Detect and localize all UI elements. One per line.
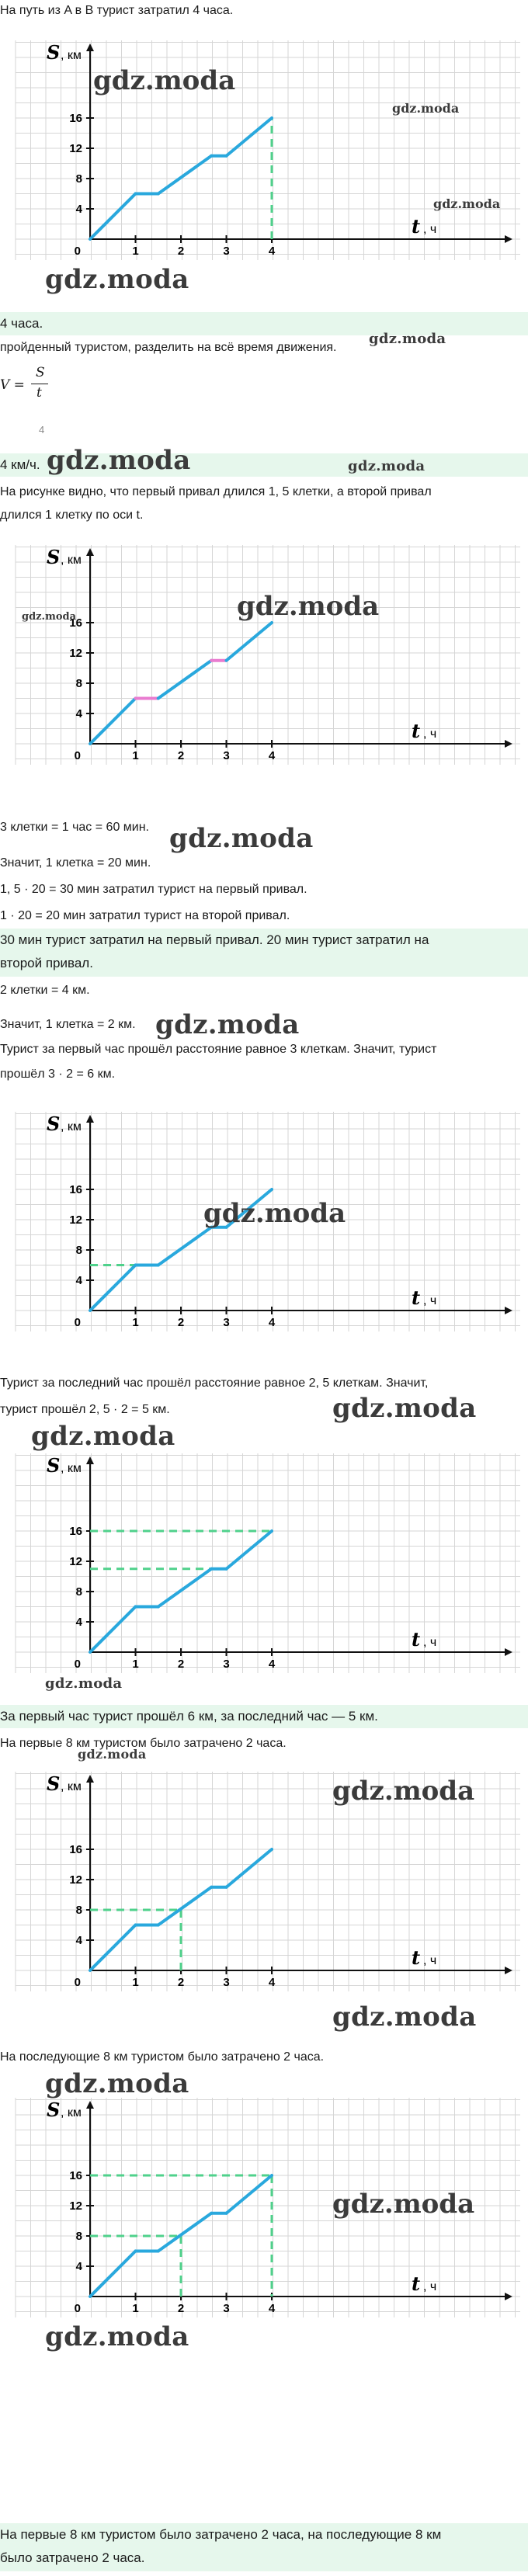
watermark: gdz.moda xyxy=(78,1747,147,1762)
watermark: gdz.moda xyxy=(22,611,77,623)
x-tick-label: 2 xyxy=(177,749,185,762)
watermark: gdz.moda xyxy=(155,1009,300,1040)
motion-segment xyxy=(158,1569,211,1607)
text-cell-km: Значит, 1 клетка = 2 км. xyxy=(0,1018,136,1031)
y-tick-label: 4 xyxy=(75,203,82,216)
y-axis-arrow xyxy=(86,1775,94,1783)
motion-segment xyxy=(90,699,136,745)
y-axis-arrow xyxy=(86,1115,94,1123)
x-axis-arrow xyxy=(505,1648,512,1656)
grid xyxy=(16,1453,520,1673)
y-axis-label: S xyxy=(47,1772,61,1795)
highlight-answer-rests: 30 мин турист затратил на первый привал. 20 мин турист затратил на второй привал. xyxy=(0,929,528,977)
watermark: gdz.moda xyxy=(31,1421,175,1452)
watermark: gdz.moda xyxy=(45,264,189,295)
x-tick-label: 3 xyxy=(223,1658,230,1671)
x-tick-label: 4 xyxy=(268,2302,276,2315)
text-speed-def: пройденный туристом, разделить на всё время движения. xyxy=(0,341,337,354)
y-axis-label: S xyxy=(47,1454,61,1477)
y-tick-label: 12 xyxy=(69,2199,82,2213)
y-axis-unit: , км xyxy=(61,1780,82,1793)
text-intro: На путь из A в B турист затратил 4 часа. xyxy=(0,4,234,17)
x-axis-unit: , ч xyxy=(423,727,437,741)
y-tick-label: 16 xyxy=(69,2169,82,2182)
y-tick-label: 4 xyxy=(75,1934,82,1947)
motion-segment xyxy=(227,1531,273,1569)
x-tick-label: 1 xyxy=(132,2302,139,2315)
formula-speed: V = S t xyxy=(0,365,155,408)
y-axis-label: S xyxy=(47,546,61,568)
y-axis-arrow xyxy=(86,43,94,51)
y-axis-unit: , км xyxy=(61,554,82,567)
motion-segment xyxy=(90,1607,136,1653)
motion-segment xyxy=(158,2213,211,2251)
y-tick-label: 4 xyxy=(75,707,82,720)
y-tick-label: 8 xyxy=(75,2230,82,2243)
y-tick-label: 12 xyxy=(69,1213,82,1227)
x-tick-label: 3 xyxy=(223,1316,230,1329)
watermark: gdz.moda xyxy=(392,101,460,116)
grid xyxy=(16,545,520,765)
origin-label: 0 xyxy=(74,1976,81,1989)
x-tick-label: 1 xyxy=(132,1316,139,1329)
text-rests-2: длился 1 клетку по оси t. xyxy=(0,509,144,522)
x-tick-label: 1 xyxy=(132,1976,139,1989)
x-tick-label: 3 xyxy=(223,2302,230,2315)
origin-label: 0 xyxy=(74,749,81,762)
x-tick-label: 4 xyxy=(268,245,276,258)
x-tick-label: 4 xyxy=(268,1976,276,1989)
watermark: gdz.moda xyxy=(348,458,426,474)
chart-1 xyxy=(0,31,528,264)
x-tick-label: 4 xyxy=(268,749,276,762)
x-tick-label: 3 xyxy=(223,1976,230,1989)
origin-label: 0 xyxy=(74,245,81,258)
y-tick-label: 16 xyxy=(69,1183,82,1196)
x-axis-label: t xyxy=(412,215,421,238)
text-rests: На рисунке видно, что первый привал длился 1, 5 клетки, а второй привал xyxy=(0,485,432,498)
chart-2 xyxy=(0,536,528,769)
text-first-8km: На первые 8 км туристом было затрачено 2 часа. xyxy=(0,1737,287,1750)
x-axis-unit: , ч xyxy=(423,223,437,236)
x-tick-label: 4 xyxy=(268,1316,276,1329)
text-first-rest: 1, 5 · 20 = 30 мин затратил турист на первый привал. xyxy=(0,883,307,896)
grid xyxy=(16,40,520,260)
highlight-answer-speed: 4 км/ч. xyxy=(0,453,528,477)
x-tick-label: 1 xyxy=(132,1658,139,1671)
y-tick-label: 12 xyxy=(69,1873,82,1887)
origin-label: 0 xyxy=(74,1316,81,1329)
y-tick-label: 4 xyxy=(75,2260,82,2273)
x-axis-unit: , ч xyxy=(423,2280,437,2293)
text-next-8km: На последующие 8 км туристом было затрачено 2 часа. xyxy=(0,2050,325,2064)
x-axis-arrow xyxy=(505,1967,512,1974)
y-axis-unit: , км xyxy=(61,1120,82,1134)
text-second-rest: 1 · 20 = 20 мин затратил турист на второй привал. xyxy=(0,909,290,922)
x-tick-label: 2 xyxy=(177,1976,185,1989)
watermark: gdz.moda xyxy=(332,1393,477,1424)
y-axis-arrow xyxy=(86,1456,94,1464)
y-tick-label: 16 xyxy=(69,1525,82,1538)
y-axis-arrow xyxy=(86,2101,94,2109)
x-axis-label: t xyxy=(412,720,421,742)
watermark: gdz.moda xyxy=(369,331,446,347)
y-tick-label: 4 xyxy=(75,1616,82,1629)
x-axis-unit: , ч xyxy=(423,1636,437,1649)
y-tick-label: 12 xyxy=(69,647,82,660)
watermark: gdz.moda xyxy=(169,823,314,854)
text-first-hour-2: прошёл 3 · 2 = 6 км. xyxy=(0,1068,116,1081)
y-tick-label: 16 xyxy=(69,112,82,125)
highlight-answer-final: На первые 8 км туристом было затрачено 2 часа, на последующие 8 км было затрачено 2 часа. xyxy=(0,2523,528,2571)
motion-segment xyxy=(90,194,136,240)
y-axis-label: S xyxy=(47,1113,61,1135)
highlight-answer-hours: 4 часа. xyxy=(0,312,528,335)
motion-segment xyxy=(90,2251,136,2297)
motion-segment xyxy=(158,1227,211,1265)
x-axis-unit: , ч xyxy=(423,1954,437,1967)
x-tick-label: 4 xyxy=(268,1658,276,1671)
y-tick-label: 8 xyxy=(75,1904,82,1917)
watermark: gdz.moda xyxy=(332,2189,475,2220)
watermark: gdz.moda xyxy=(433,196,501,211)
chart-6 xyxy=(0,2088,528,2321)
y-axis-unit: , км xyxy=(61,49,82,62)
y-axis-arrow xyxy=(86,548,94,556)
chart-3 xyxy=(0,1102,528,1335)
text-cells-hour: 3 клетки = 1 час = 60 мин. xyxy=(0,821,149,834)
watermark: gdz.moda xyxy=(45,2321,189,2352)
y-tick-label: 8 xyxy=(75,172,82,186)
text-cells-km: 2 клетки = 4 км. xyxy=(0,984,90,997)
x-tick-label: 3 xyxy=(223,245,230,258)
motion-segment xyxy=(227,1849,273,1887)
x-tick-label: 1 xyxy=(132,245,139,258)
watermark: gdz.moda xyxy=(45,1675,123,1692)
watermark: gdz.moda xyxy=(332,1776,475,1807)
y-axis-unit: , км xyxy=(61,1462,82,1475)
y-tick-label: 16 xyxy=(69,616,82,630)
watermark: gdz.moda xyxy=(203,1198,346,1229)
motion-segment xyxy=(90,1265,136,1311)
y-tick-label: 4 xyxy=(75,1274,82,1287)
watermark: gdz.moda xyxy=(93,65,236,96)
motion-segment xyxy=(90,1925,136,1971)
y-tick-label: 8 xyxy=(75,1244,82,1257)
x-axis-arrow xyxy=(505,1307,512,1314)
x-axis-label: t xyxy=(412,1946,421,1969)
x-tick-label: 2 xyxy=(177,1316,185,1329)
text-last-hour: Турист за последний час прошёл расстояние равное 2, 5 клеткам. Значит, xyxy=(0,1377,429,1390)
motion-segment xyxy=(158,661,211,699)
y-tick-label: 8 xyxy=(75,677,82,690)
motion-segment xyxy=(158,1887,211,1925)
motion-segment xyxy=(227,118,273,156)
x-axis-arrow xyxy=(505,2293,512,2300)
motion-segment xyxy=(158,156,211,194)
y-tick-label: 16 xyxy=(69,1843,82,1856)
text-first-hour: Турист за первый час прошёл расстояние равное 3 клеткам. Значит, турист xyxy=(0,1043,437,1056)
x-tick-label: 3 xyxy=(223,749,230,762)
x-axis-arrow xyxy=(505,740,512,748)
y-axis-label: S xyxy=(47,41,61,64)
y-axis-unit: , км xyxy=(61,2106,82,2119)
x-axis-arrow xyxy=(505,235,512,243)
x-tick-label: 2 xyxy=(177,1658,185,1671)
x-axis-label: t xyxy=(412,1286,421,1309)
text-cell-min: Значит, 1 клетка = 20 мин. xyxy=(0,856,151,870)
origin-label: 0 xyxy=(74,1658,81,1671)
motion-segment xyxy=(227,623,273,661)
x-axis-unit: , ч xyxy=(423,1294,437,1307)
motion-segment xyxy=(227,2175,273,2213)
watermark: gdz.moda xyxy=(332,2001,477,2033)
watermark: gdz.moda xyxy=(237,591,380,622)
watermark: gdz.moda xyxy=(47,445,191,476)
x-axis-label: t xyxy=(412,2272,421,2295)
y-tick-label: 12 xyxy=(69,142,82,155)
text-fraction-4: 4 xyxy=(39,424,45,436)
watermark: gdz.moda xyxy=(45,2068,189,2099)
origin-label: 0 xyxy=(74,2302,81,2315)
y-axis-label: S xyxy=(47,2099,61,2121)
y-tick-label: 12 xyxy=(69,1555,82,1568)
x-axis-label: t xyxy=(412,1628,421,1651)
x-tick-label: 2 xyxy=(177,2302,185,2315)
x-tick-label: 2 xyxy=(177,245,185,258)
highlight-answer-hours-km: За первый час турист прошёл 6 км, за последний час — 5 км. xyxy=(0,1705,528,1728)
chart-4 xyxy=(0,1444,528,1677)
y-tick-label: 8 xyxy=(75,1585,82,1599)
chart-5 xyxy=(0,1762,528,1995)
text-last-hour-2: турист прошёл 2, 5 · 2 = 5 км. xyxy=(0,1403,170,1416)
x-tick-label: 1 xyxy=(132,749,139,762)
